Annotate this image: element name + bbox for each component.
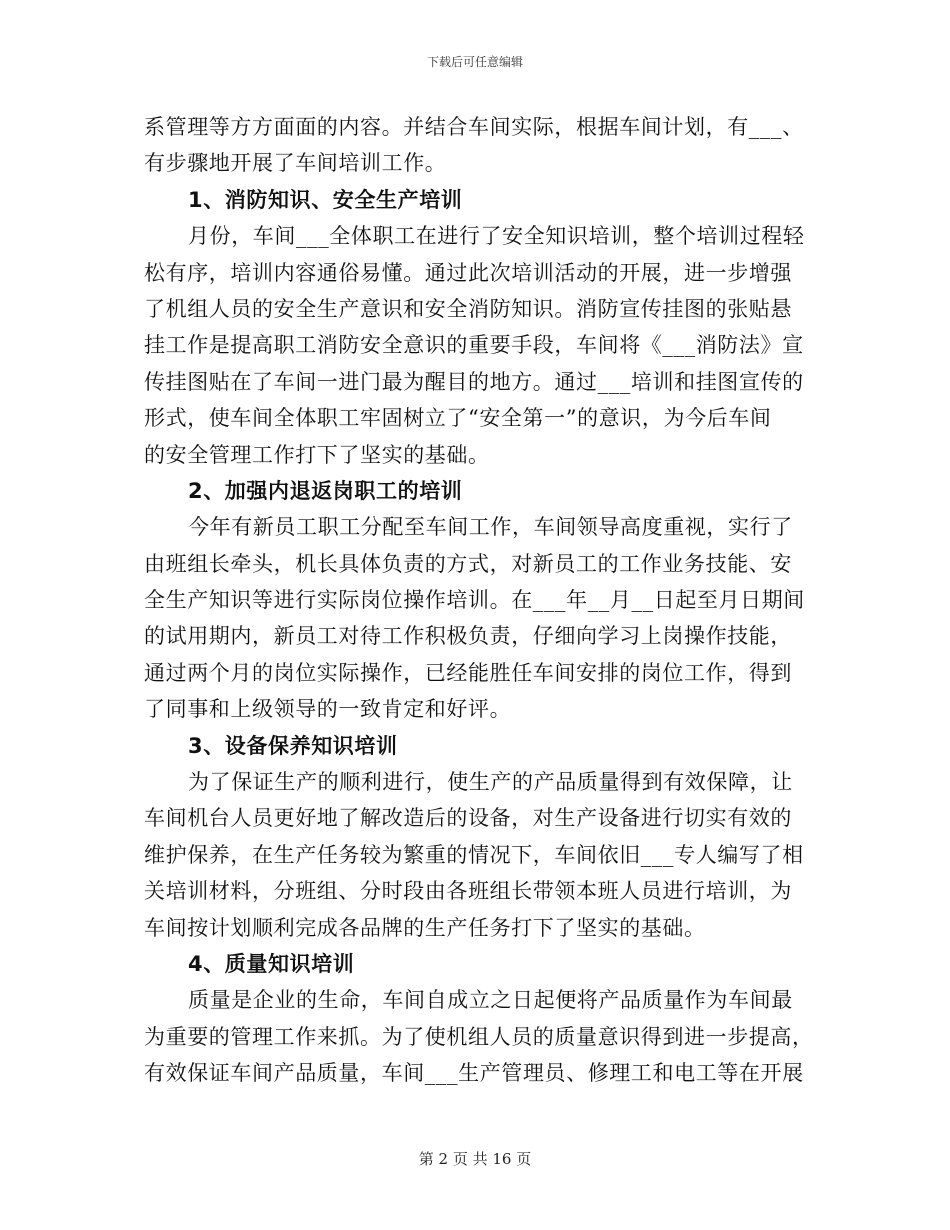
text-line: 形式，使车间全体职工牢固树立了“安全第一”的意识，为今后车间	[144, 406, 772, 431]
text-line: 维护保养，在生产任务较为繁重的情况下，车间依旧___专人编写了相	[144, 842, 804, 867]
text-line: 通过两个月的岗位实际操作，已经能胜任车间安排的岗位工作，得到	[144, 660, 792, 685]
paragraph-first-line: 为了保证生产的顺利进行，使生产的产品质量得到有效保障，让	[188, 770, 793, 795]
text-line: 松有序，培训内容通俗易懂。通过此次培训活动的开展，进一步增强	[144, 260, 792, 285]
page-header: 下载后可任意编辑	[426, 55, 523, 69]
paragraph-first-line: 今年有新员工职工分配至车间工作，车间领导高度重视，实行了	[188, 515, 793, 540]
text-line: 系管理等方方面面的内容。并结合车间实际，根据车间计划，有___、	[144, 115, 804, 139]
text-line: 有效保证车间产品质量，车间___生产管理员、修理工和电工等在开展	[144, 1061, 804, 1086]
text-line: 关培训材料，分班组、分时段由各班组长带领本班人员进行培训，为	[144, 879, 792, 904]
paragraph-first-line: 质量是企业的生命，车间自成立之日起便将产品质量作为车间最	[188, 988, 793, 1013]
paragraph-first-line: 月份，车间___全体职工在进行了安全知识培训，整个培训过程轻	[188, 224, 805, 249]
text-line: 挂工作是提高职工消防安全意识的重要手段，车间将《___消防法》宣	[144, 333, 804, 358]
text-line: 车间按计划顺利完成各品牌的生产任务打下了坚实的基础。	[144, 915, 706, 940]
section-heading: 1、消防知识、安全生产培训	[188, 187, 463, 212]
text-line: 了同事和上级领导的一致肯定和好评。	[144, 697, 512, 722]
text-line: 有步骤地开展了车间培训工作。	[144, 151, 447, 176]
text-line: 全生产知识等进行实际岗位操作培训。在___年__月__日起至月日期间	[144, 588, 805, 613]
document-body	[144, 109, 814, 1092]
text-line: 为重要的管理工作来抓。为了使机组人员的质量意识得到进一步提高，	[144, 1024, 814, 1049]
text-line: 的试用期内，新员工对待工作积极负责，仔细向学习上岗操作技能，	[144, 624, 792, 649]
text-line: 了机组人员的安全生产意识和安全消防知识。消防宣传挂图的张贴悬	[144, 296, 792, 321]
text-line: 由班组长牵头，机长具体负责的方式，对新员工的工作业务技能、安	[144, 551, 792, 576]
section-heading: 4、质量知识培训	[188, 951, 355, 976]
section-heading: 3、设备保养知识培训	[188, 733, 398, 758]
text-line: 的安全管理工作打下了坚实的基础。	[144, 442, 490, 467]
text-line: 车间机台人员更好地了解改造后的设备，对生产设备进行切实有效的	[144, 806, 792, 831]
page-footer: 第 2 页 共 16 页	[418, 1150, 532, 1168]
section-heading: 2、加强内退返岗职工的培训	[188, 478, 463, 503]
text-line: 传挂图贴在了车间一进门最为醒目的地方。通过___培训和挂图宣传的	[144, 369, 804, 394]
